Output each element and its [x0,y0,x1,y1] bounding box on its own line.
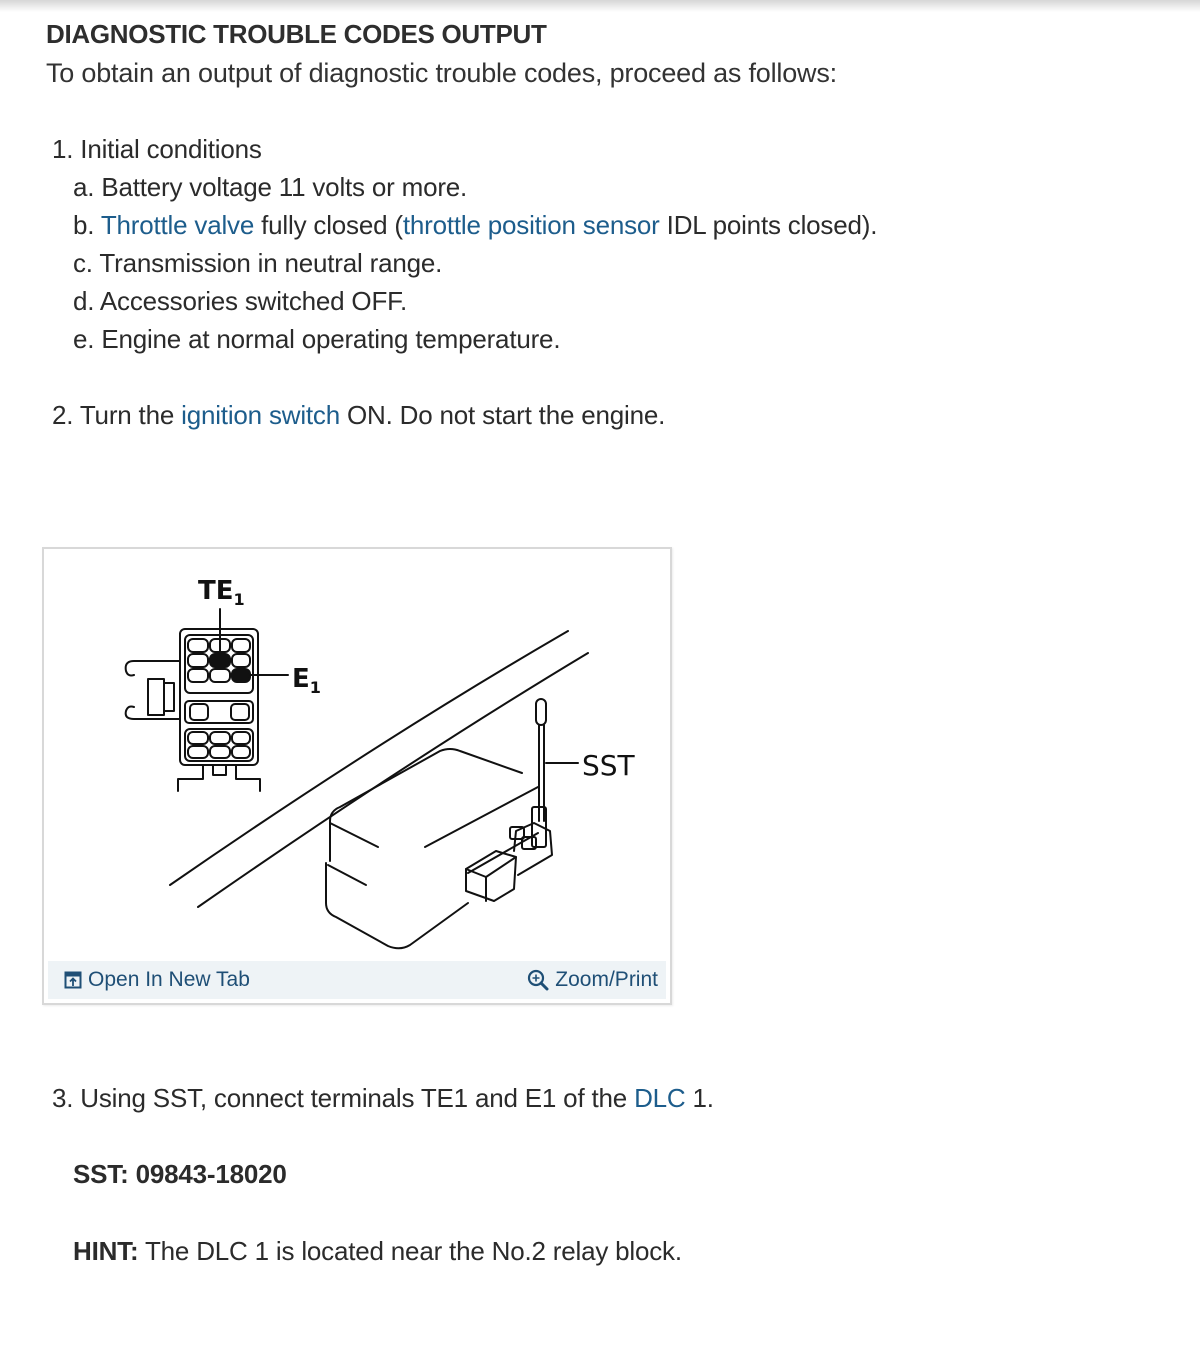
condition-b [73,210,877,241]
relay-block [326,749,552,948]
dlc-connector [126,629,260,791]
e1-label: $E_1$ [292,664,321,697]
condition-text-end: IDL points closed). [659,210,878,240]
hint-text: The DLC 1 is located near the No.2 relay block. [138,1236,682,1266]
open-in-new-tab-button[interactable] [64,968,250,992]
top-shadow [0,0,1200,12]
condition-a [73,172,467,203]
condition-e [73,324,560,355]
te1-label: $TE_1$ [198,576,245,609]
zoom-print-label: Zoom/Print [555,968,658,991]
condition-prefix: e. [73,324,102,354]
dlc-diagram [48,551,668,959]
throttle-position-sensor-link[interactable]: throttle position sensor [402,210,660,240]
condition-text: Battery voltage 11 volts or more. [101,172,468,202]
condition-prefix: c. [73,248,100,278]
zoom-print-button[interactable] [527,968,658,992]
throttle-valve-link[interactable]: Throttle valve [100,210,255,240]
intro-text: To obtain an output of diagnostic trouble codes, proceed as follows: [46,58,837,88]
open-in-new-tab-icon [64,971,82,989]
dlc-link[interactable]: DLC [634,1083,686,1113]
step-3 [52,1083,714,1114]
panel-line [170,631,568,885]
step-3-prefix: 3. Using SST, connect terminals TE1 and E1 of the [52,1083,635,1113]
hint-label: HINT: [73,1236,139,1266]
figure-footer [48,961,666,999]
zoom-in-icon [527,969,549,991]
page-title: DIAGNOSTIC TROUBLE CODES OUTPUT [46,19,547,49]
step-1-label: 1. Initial conditions [52,134,262,164]
condition-c [73,248,442,279]
step-3-suffix: 1. [685,1083,714,1113]
condition-prefix: a. [73,172,102,202]
condition-text: Transmission in neutral range. [99,248,443,278]
sst-label: SST [582,749,635,782]
diagram-figure [42,547,672,1005]
hint [73,1236,682,1267]
condition-text: Engine at normal operating temperature. [101,324,561,354]
ignition-switch-link[interactable]: ignition switch [181,400,340,430]
condition-text: fully closed ( [254,210,403,240]
step-2-prefix: 2. Turn the [52,400,182,430]
sst-part-number: SST: 09843-18020 [73,1159,287,1189]
condition-d [73,286,407,317]
condition-prefix: b. [73,210,101,240]
step-2 [52,400,665,431]
step-2-suffix: ON. Do not start the engine. [339,400,666,430]
condition-prefix: d. [73,286,100,316]
open-in-new-tab-label: Open In New Tab [88,968,250,991]
condition-text: Accessories switched OFF. [99,286,407,316]
